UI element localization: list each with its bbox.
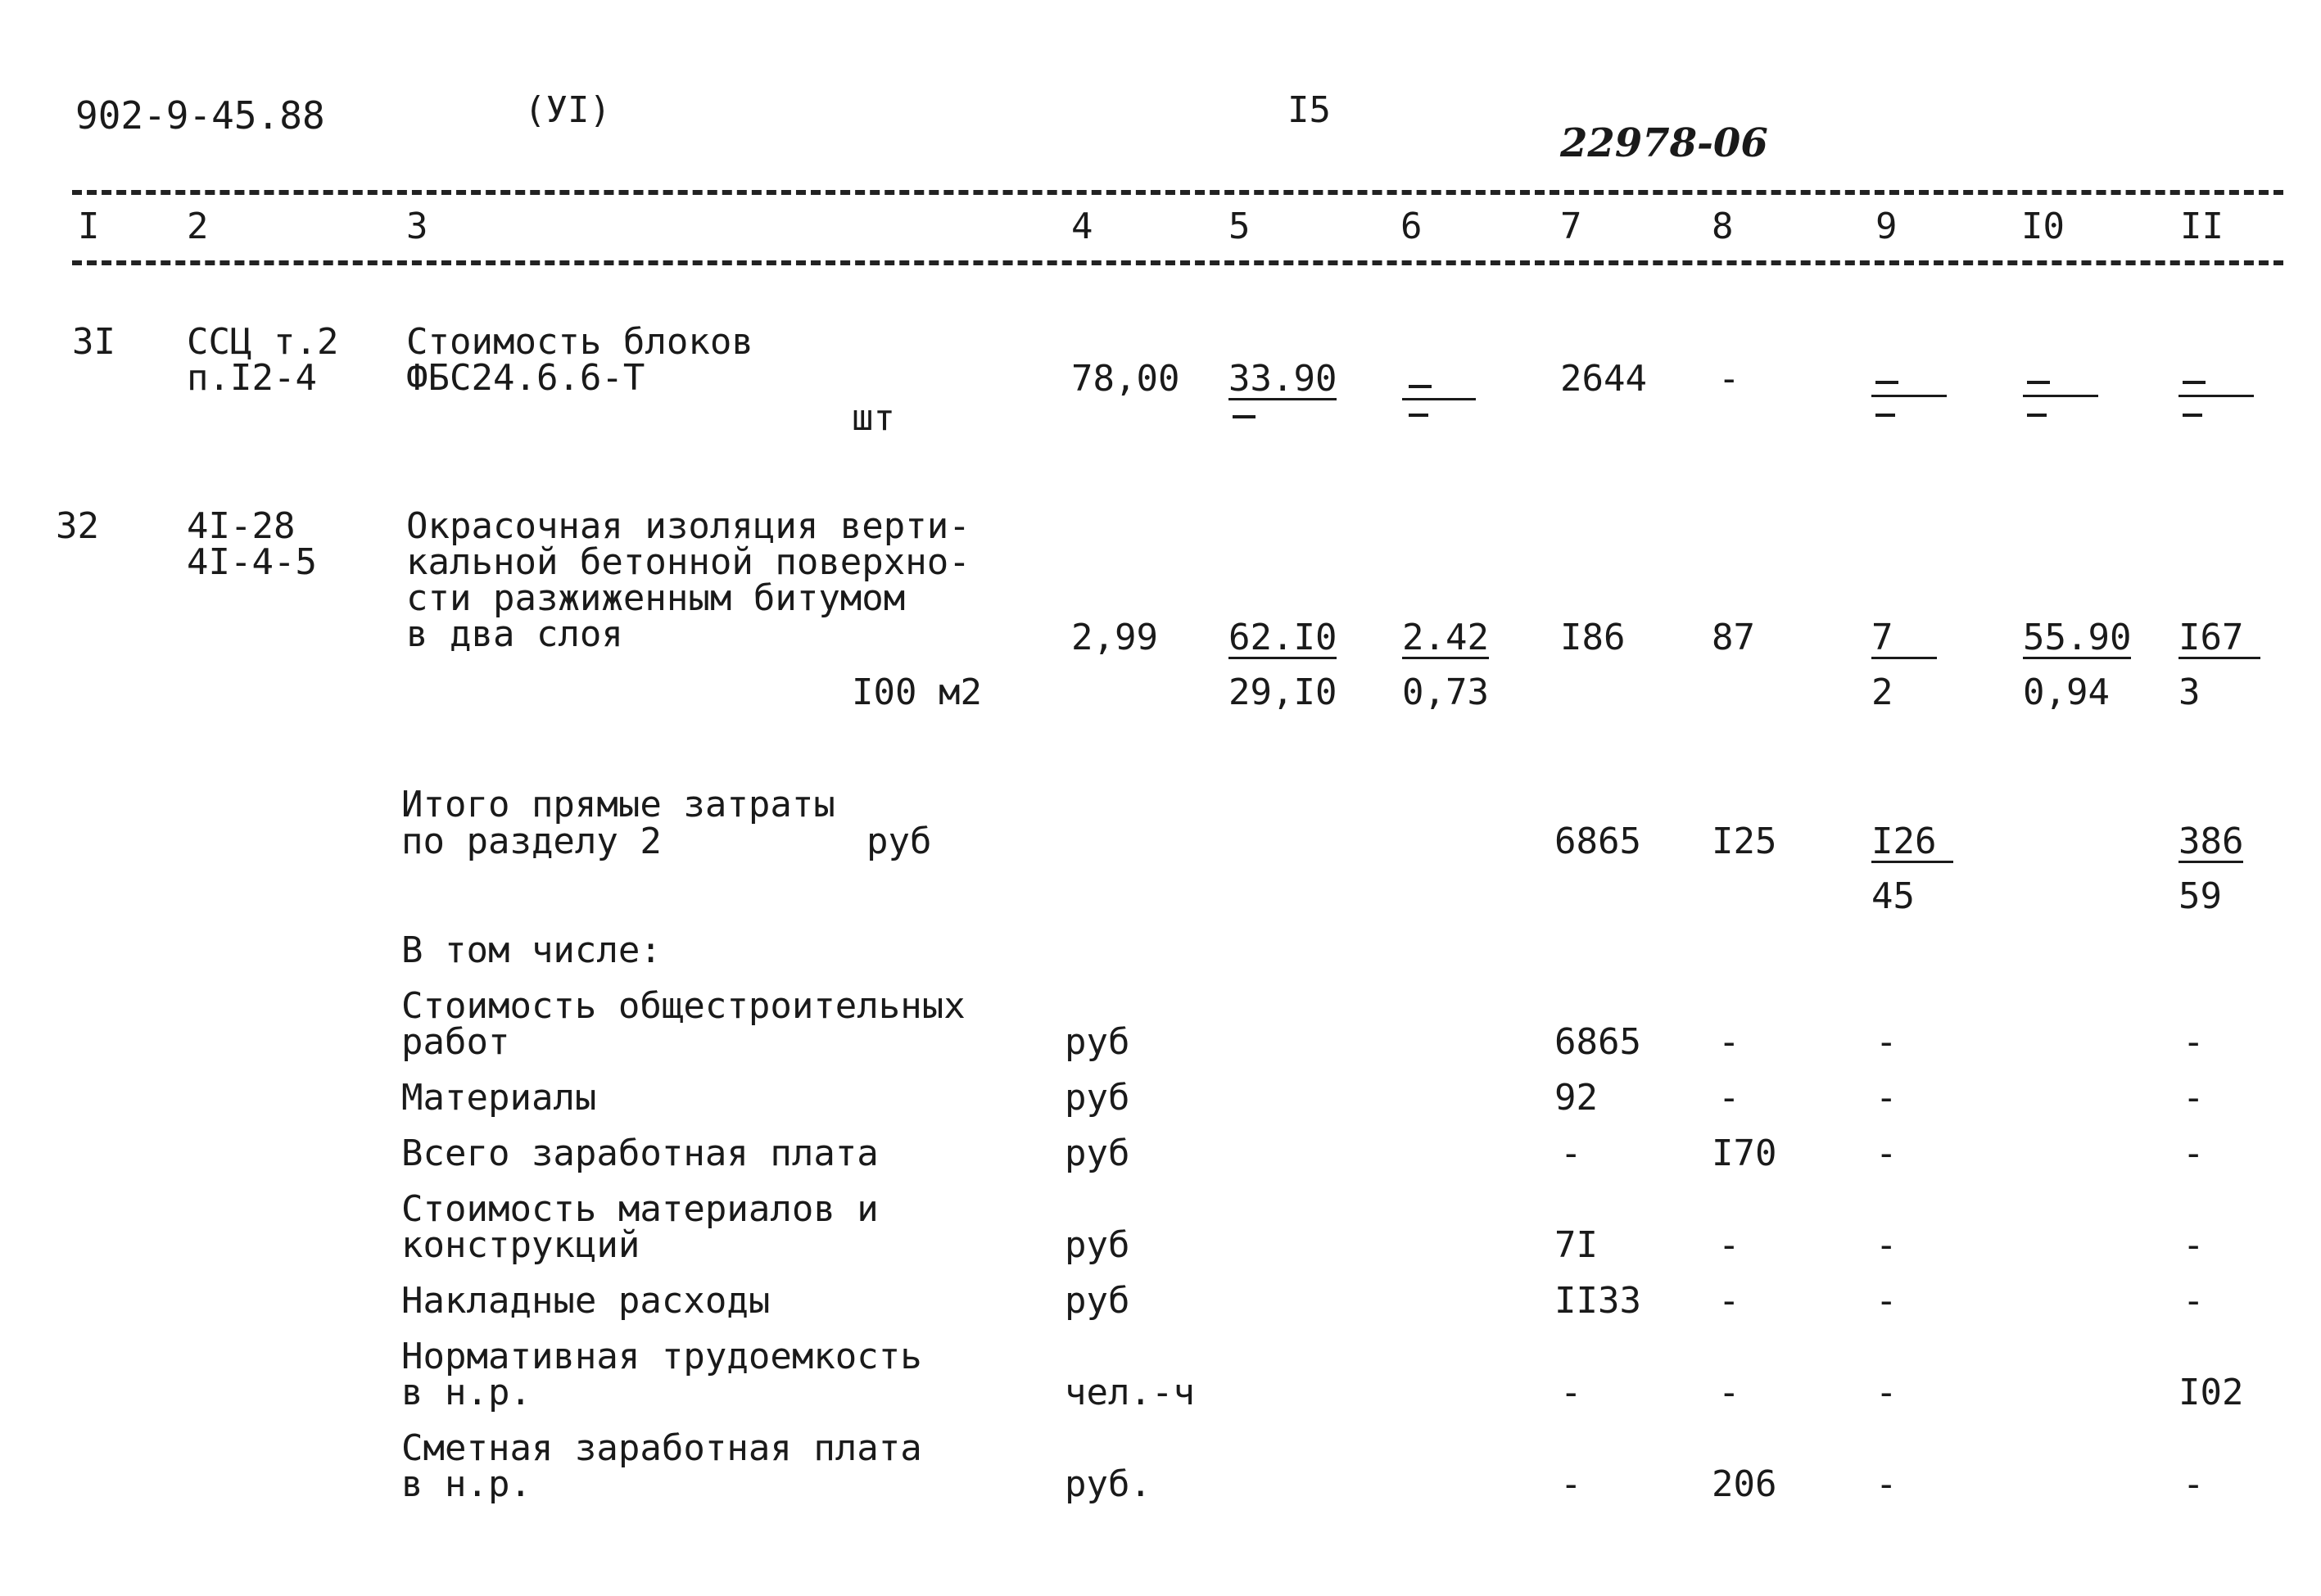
breakdown-unit: руб <box>1065 1133 1130 1174</box>
row-number: 32 <box>56 505 99 547</box>
dash-mark <box>2027 414 2047 417</box>
total-machine-wages: 45 <box>1871 875 1915 917</box>
row-quantity: 2,99 <box>1071 617 1158 658</box>
row-code: 4I-4-5 <box>187 541 317 583</box>
breakdown-c11: - <box>2183 1463 2205 1505</box>
breakdown-c11: - <box>2183 1133 2205 1174</box>
row-code: ССЦ т.2 <box>187 321 339 363</box>
unit-price-wages: 29,I0 <box>1228 671 1337 713</box>
breakdown-label: конструкций <box>401 1224 640 1266</box>
column-header: II <box>2180 206 2224 247</box>
column-header: 5 <box>1228 206 1251 247</box>
row-code: п.I2-4 <box>187 357 317 399</box>
machine-total-wages: 2 <box>1871 671 1893 713</box>
breakdown-label: Сметная заработная плата <box>401 1427 922 1469</box>
labor-norm: 55.90 <box>2023 617 2132 658</box>
column-header: 7 <box>1560 206 1582 247</box>
breakdown-c7: 92 <box>1554 1077 1598 1119</box>
breakdown-c9: - <box>1875 1224 1898 1266</box>
breakdown-label: Накладные расходы <box>401 1280 771 1322</box>
machine-total: 7 <box>1871 619 1937 659</box>
breakdown-c8: - <box>1718 1372 1740 1413</box>
total-label: Итого прямые затраты <box>401 784 835 825</box>
row-code: 4I-28 <box>187 505 296 547</box>
row-description: сти разжиженным битумом <box>406 577 906 619</box>
fraction-line <box>2023 395 2098 397</box>
archive-stamp: 22978-06 <box>1560 120 1768 166</box>
breakdown-unit: руб. <box>1065 1463 1151 1505</box>
breakdown-c11: - <box>2183 1280 2205 1322</box>
machine-wages: 0,73 <box>1402 671 1489 713</box>
breakdown-c9: - <box>1875 1372 1898 1413</box>
column-header: 9 <box>1875 206 1898 247</box>
wages-cost: - <box>1718 358 1740 400</box>
breakdown-unit: руб <box>1065 1280 1130 1322</box>
fraction-line <box>1402 398 1476 400</box>
breakdown-c11: - <box>2183 1077 2205 1119</box>
breakdown-c9: - <box>1875 1021 1898 1063</box>
row-description: в два слоя <box>406 613 623 655</box>
breakdown-label: Стоимость материалов и <box>401 1188 879 1230</box>
breakdown-c7: II33 <box>1554 1280 1641 1322</box>
breakdown-c7: - <box>1560 1463 1582 1505</box>
dash-mark <box>2183 414 2202 417</box>
total-labor: 386 <box>2178 821 2244 862</box>
total-cost: 6865 <box>1554 821 1641 862</box>
column-header: I0 <box>2021 206 2065 247</box>
breakdown-unit: руб <box>1065 1021 1130 1063</box>
breakdown-label: Всего заработная плата <box>401 1133 879 1174</box>
breakdown-c11: I02 <box>2178 1372 2244 1413</box>
breakdown-c8: - <box>1718 1077 1740 1119</box>
machine-cost: 2.42 <box>1402 617 1489 658</box>
breakdown-label: Материалы <box>401 1077 597 1119</box>
column-header: 2 <box>187 206 209 247</box>
row-number: 3I <box>72 321 115 363</box>
total-wages: I25 <box>1712 821 1777 862</box>
including-label: В том числе: <box>401 929 662 971</box>
breakdown-c9: - <box>1875 1280 1898 1322</box>
total-unit: руб <box>866 821 932 862</box>
row-quantity: 78,00 <box>1071 358 1180 400</box>
unit-price: 33.90 <box>1228 358 1337 400</box>
breakdown-c7: 7I <box>1554 1224 1598 1266</box>
row-description: Окрасочная изоляция верти- <box>406 505 970 547</box>
breakdown-label: в н.р. <box>401 1372 532 1413</box>
dash-mark <box>1409 385 1432 388</box>
breakdown-c9: - <box>1875 1077 1898 1119</box>
wages-cost: 87 <box>1712 617 1755 658</box>
breakdown-unit: руб <box>1065 1224 1130 1266</box>
breakdown-unit: чел.-ч <box>1065 1372 1195 1413</box>
dash-mark <box>1409 414 1428 417</box>
document-code: 902-9-45.88 <box>75 93 325 138</box>
labor-norm-machine: 0,94 <box>2023 671 2110 713</box>
labor-total-machine: 3 <box>2178 671 2201 713</box>
page-number: I5 <box>1287 89 1331 131</box>
labor-total: I67 <box>2178 619 2260 659</box>
column-header: 6 <box>1400 206 1423 247</box>
total-labor-machine: 59 <box>2178 875 2222 917</box>
fraction-line <box>2178 395 2254 397</box>
fraction-line <box>1871 395 1947 397</box>
dash-mark <box>1875 414 1895 417</box>
breakdown-label: работ <box>401 1021 510 1063</box>
row-description: Стоимость блоков <box>406 321 753 363</box>
dash-mark <box>1233 415 1256 418</box>
column-header: 8 <box>1712 206 1734 247</box>
breakdown-c8: - <box>1718 1280 1740 1322</box>
breakdown-c8: - <box>1718 1224 1740 1266</box>
breakdown-label: Нормативная трудоемкость <box>401 1336 922 1377</box>
total-cost: I86 <box>1560 617 1626 658</box>
total-label: по разделу 2 <box>401 821 662 862</box>
breakdown-c9: - <box>1875 1463 1898 1505</box>
breakdown-unit: руб <box>1065 1077 1130 1119</box>
row-unit: шт <box>852 397 895 439</box>
dash-mark <box>1875 381 1898 384</box>
header-rule-top <box>72 190 2283 195</box>
total-cost: 2644 <box>1560 358 1647 400</box>
breakdown-c8: I70 <box>1712 1133 1777 1174</box>
row-description: кальной бетонной поверхно- <box>406 541 970 583</box>
total-machine: I26 <box>1871 823 1953 863</box>
breakdown-c7: 6865 <box>1554 1021 1641 1063</box>
breakdown-c7: - <box>1560 1372 1582 1413</box>
unit-price: 62.I0 <box>1228 617 1337 658</box>
breakdown-c8: - <box>1718 1021 1740 1063</box>
header-rule-bottom <box>72 260 2283 265</box>
column-header: 4 <box>1071 206 1093 247</box>
breakdown-c9: - <box>1875 1133 1898 1174</box>
row-description: ФБС24.6.6-Т <box>406 357 645 399</box>
row-unit: I00 м2 <box>852 671 982 713</box>
dash-mark <box>2183 381 2206 384</box>
dash-mark <box>2027 381 2050 384</box>
column-header: I <box>78 206 100 247</box>
album-number: (УI) <box>524 89 611 131</box>
breakdown-c11: - <box>2183 1224 2205 1266</box>
breakdown-c11: - <box>2183 1021 2205 1063</box>
breakdown-c8: 206 <box>1712 1463 1777 1505</box>
breakdown-c7: - <box>1560 1133 1582 1174</box>
breakdown-label: в н.р. <box>401 1463 532 1505</box>
column-header: 3 <box>406 206 428 247</box>
breakdown-label: Стоимость общестроительных <box>401 985 966 1027</box>
